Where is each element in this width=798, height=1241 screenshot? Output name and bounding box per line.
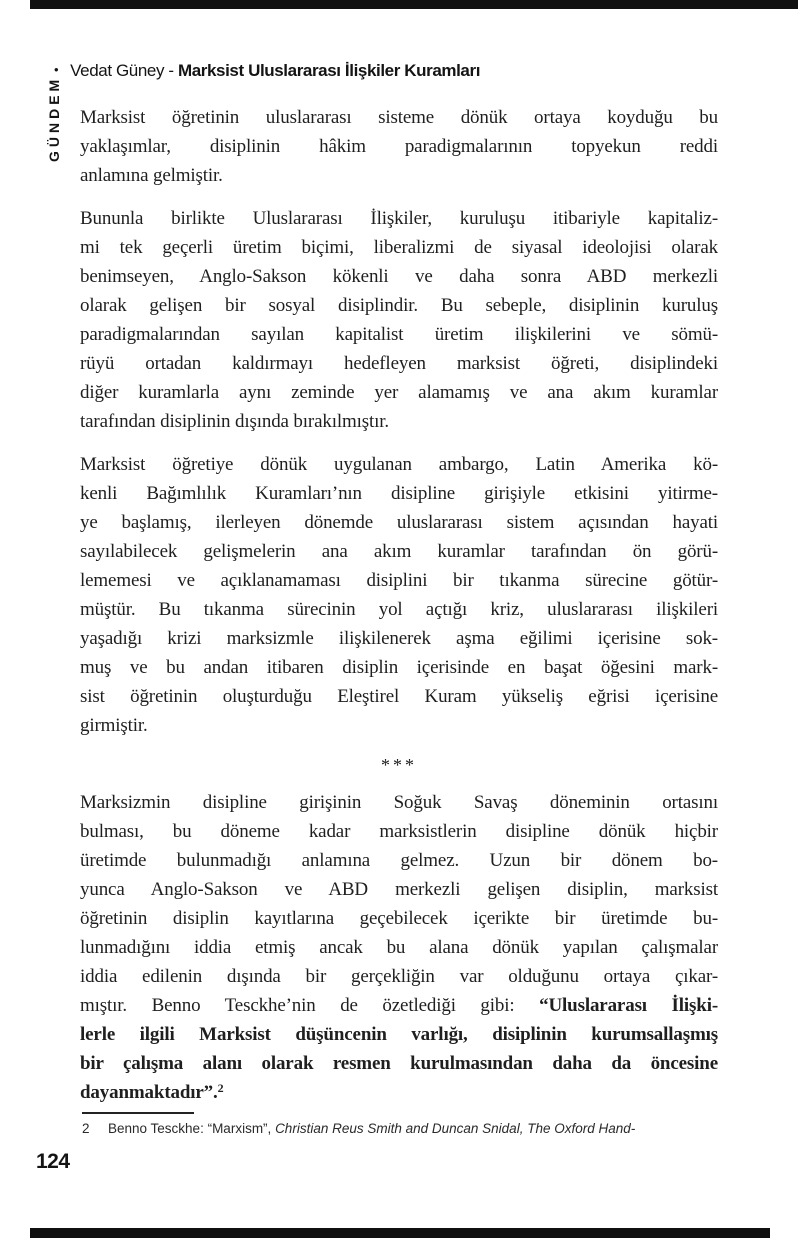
text-line: iddia edilenin dışında bir gerçekliğin var olduğunu ortaya çıkar- — [80, 966, 718, 987]
bottom-black-bar — [30, 1228, 770, 1238]
text-line: tarafından disiplinin dışında bırakılmıştır. — [80, 411, 389, 432]
top-black-bar — [30, 0, 798, 9]
section-separator: *** — [381, 755, 417, 775]
text-line: olarak gelişen bir sosyal disiplindir. Bu sebeple, disiplinin kuruluş — [80, 295, 718, 316]
page-number: 124 — [36, 1150, 70, 1173]
text-line: Marksist öğretinin uluslararası sisteme dönük ortaya koyduğu bu — [80, 107, 718, 128]
text-line: Marksist öğretiye dönük uygulanan ambargo, Latin Amerika kö- — [80, 454, 718, 475]
running-head — [54, 60, 754, 81]
paragraph — [80, 204, 718, 436]
text-line: Marksizmin disipline girişinin Soğuk Savaş döneminin ortasını — [80, 792, 718, 813]
footnote-citation: Benno Tesckhe: “Marxism”, — [108, 1121, 276, 1136]
paragraph — [80, 103, 718, 190]
text-line: sayılabilecek gelişmelerin ana akım kuramlar tarafından ön görü- — [80, 541, 718, 562]
text-line: üretimde bulunmadığı anlamına gelmez. Uzun bir dönem bo- — [80, 850, 718, 871]
text-line: yaşadığı krizi marksizmle ilişkilenerek aşma eğilimi içerisine sok- — [80, 628, 718, 649]
text-line: kenli Bağımlılık Kuramları’nın disipline girişiyle etkisini yitirme- — [80, 483, 718, 504]
text-line: diğer kuramlarla aynı zeminde yer alamamış ve ana akım kuramlar — [80, 382, 718, 403]
text-line: paradigmalarından sayılan kapitalist üretim ilişkilerini ve sömü- — [80, 324, 718, 345]
paragraph — [80, 788, 718, 1107]
bullet-icon: • — [54, 62, 59, 77]
text-line: yaklaşımlar, disiplinin hâkim paradigmalarının topyekun reddi — [80, 136, 718, 157]
text-line: öğretinin disiplin kayıtlarına geçebilecek içerikte bir üretimde bu- — [80, 908, 718, 929]
text-line: ye başlamış, ilerleyen dönemde uluslararası sistem açısından hayati — [80, 512, 718, 533]
text-line: muş ve bu andan itibaren disiplin içerisinde en başat öğesini mark- — [80, 657, 718, 678]
text-line: lunmadığını iddia etmiş ancak bu alana dönük yapılan çalışmalar — [80, 937, 718, 958]
paragraph — [80, 450, 718, 740]
text-line: bir çalışma alanı olarak resmen kurulmasından daha da öncesine — [80, 1053, 718, 1074]
footnote-divider — [82, 1112, 194, 1114]
text-line: Bununla birlikte Uluslararası İlişkiler, kuruluşu itibariyle kapitaliz- — [80, 208, 718, 229]
footnote — [82, 1120, 762, 1137]
body-text — [80, 103, 718, 1121]
text-line: lerle ilgili Marksist düşüncenin varlığı, disiplinin kurumsallaşmış — [80, 1024, 718, 1045]
text-line: sist öğretinin oluşturduğu Eleştirel Kuram yükseliş eğrisi içerisine — [80, 686, 718, 707]
text-line: rüyü ortadan kaldırmayı hedefleyen marksist öğreti, disiplindeki — [80, 353, 718, 374]
text-line: mıştır. Benno Tesckhe’nin de özetlediği gibi: “Uluslararası İlişki- — [80, 995, 718, 1016]
footnote-citation-italic: Christian Reus Smith and Duncan Snidal, The Oxford Hand- — [275, 1121, 636, 1136]
series-label-vertical: GÜNDEM — [46, 75, 62, 162]
text-line: anlamına gelmiştir. — [80, 165, 223, 186]
footnote-number: 2 — [82, 1121, 90, 1136]
text-line: bulması, bu döneme kadar marksistlerin disipline dönük hiçbir — [80, 821, 718, 842]
text-line: girmiştir. — [80, 715, 148, 736]
text-line: müştür. Bu tıkanma sürecinin yol açtığı kriz, uluslararası ilişkileri — [80, 599, 718, 620]
text-line: benimseyen, Anglo-Sakson kökenli ve daha sonra ABD merkezli — [80, 266, 718, 287]
text-line: yunca Anglo-Sakson ve ABD merkezli gelişen disiplin, marksist — [80, 879, 718, 900]
text-line: dayanmaktadır”.$^2$ — [80, 1081, 224, 1103]
running-head-title: Marksist Uluslararası İlişkiler Kuramları — [177, 61, 481, 80]
running-head-author: Vedat Güney - — [70, 61, 178, 80]
text-line: lememesi ve açıklanamaması disiplini bir tıkanma sürecine götür- — [80, 570, 718, 591]
text-line: mi tek geçerli üretim biçimi, liberalizmi de siyasal ideolojisi olarak — [80, 237, 718, 258]
